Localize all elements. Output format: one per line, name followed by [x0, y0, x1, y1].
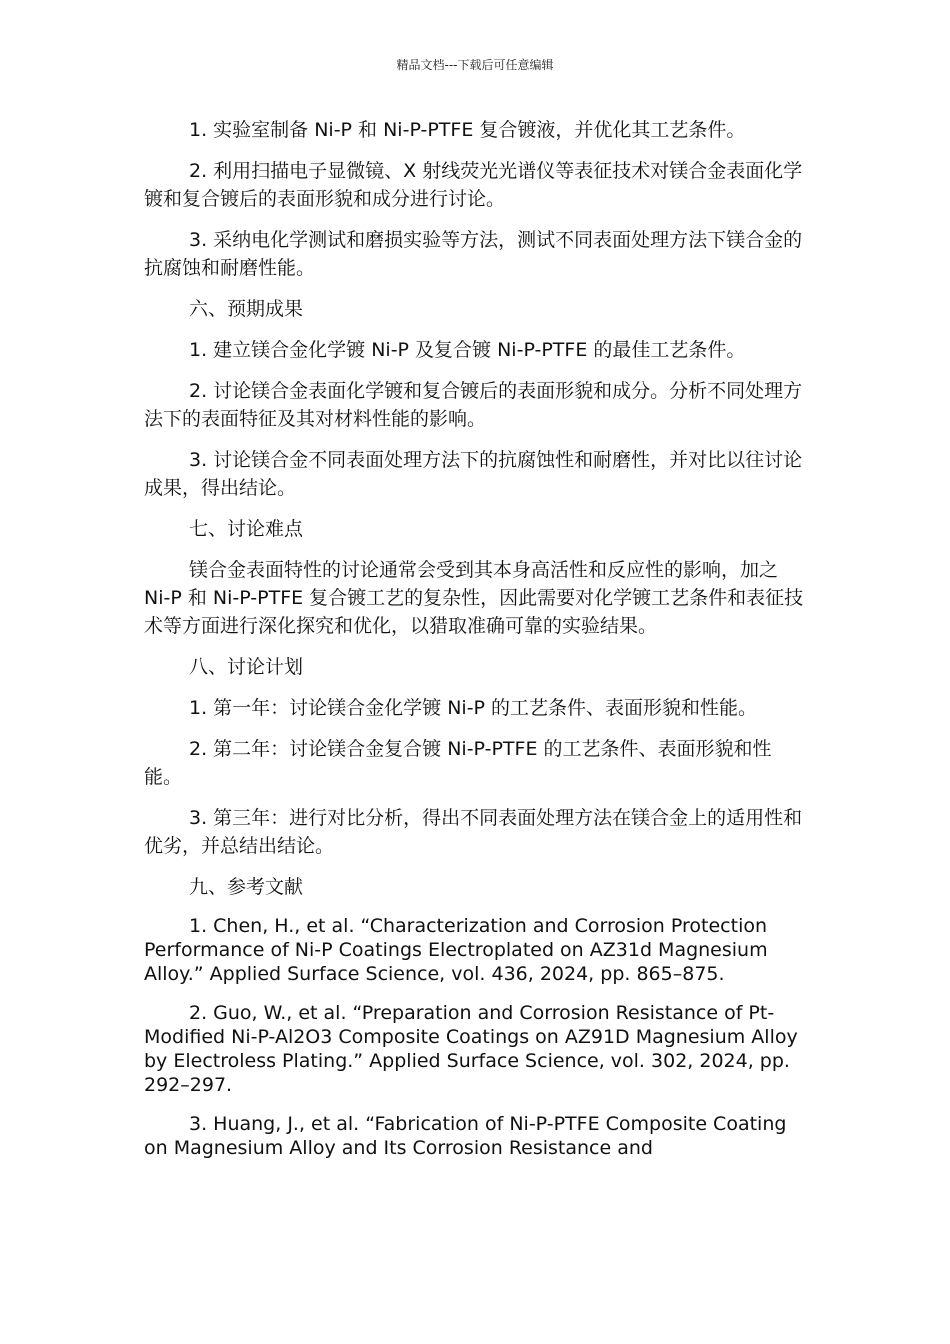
paragraph: 2. 讨论镁合金表面化学镀和复合镀后的表面形貌和成分。分析不同处理方法下的表面特征及其对材料性能的影响。: [144, 380, 803, 430]
paragraph: 2. 利用扫描电子显微镜、X 射线荧光光谱仪等表征技术对镁合金表面化学镀和复合镀后的表面形貌和成分进行讨论。: [144, 160, 803, 210]
paragraph: 1. 第一年：讨论镁合金化学镀 Ni-P 的工艺条件、表面形貌和性能。: [189, 697, 758, 719]
reference-item: 2. Guo, W., et al. “Preparation and Corrosion Resistance of Pt-Modified Ni-P-Al2O3 Composite Coatings on AZ91D Magnesium Alloy by Electroless Plating.” Applied Surface Science, vol. 302, 2024, pp. 292–297.: [144, 1002, 798, 1096]
page-header: 精品文档---下载后可任意编辑: [396, 58, 554, 72]
paragraph: 3. 采纳电化学测试和磨损实验等方法，测试不同表面处理方法下镁合金的抗腐蚀和耐磨性能。: [144, 229, 803, 279]
paragraph: 3. 第三年：进行对比分析，得出不同表面处理方法在镁合金上的适用性和优劣，并总结出结论。: [144, 807, 803, 857]
paragraph: 1. 建立镁合金化学镀 Ni-P 及复合镀 Ni-P-PTFE 的最佳工艺条件。: [189, 339, 746, 361]
paragraph: 1. 实验室制备 Ni-P 和 Ni-P-PTFE 复合镀液，并优化其工艺条件。: [189, 119, 746, 141]
paragraph: 3. 讨论镁合金不同表面处理方法下的抗腐蚀性和耐磨性，并对比以往讨论成果，得出结论。: [144, 449, 803, 499]
section-heading-expected-results: 六、预期成果: [189, 298, 304, 320]
paragraph: 镁合金表面特性的讨论通常会受到其本身高活性和反应性的影响，加之 Ni-P 和 Ni-P-PTFE 复合镀工艺的复杂性，因此需要对化学镀工艺条件和表征技术等方面进行深化探究和优化，以猎取准确可靠的实验结果。: [144, 559, 804, 637]
paragraph: 2. 第二年：讨论镁合金复合镀 Ni-P-PTFE 的工艺条件、表面形貌和性能。: [144, 738, 772, 788]
reference-item: 1. Chen, H., et al. “Characterization and Corrosion Protection Performance of Ni-P Coatings Electroplated on AZ31d Magnesium Alloy.” Applied Surface Science, vol. 436, 2024, pp. 865–875.: [144, 915, 768, 985]
section-heading-difficulties: 七、讨论难点: [189, 518, 304, 540]
reference-item: 3. Huang, J., et al. “Fabrication of Ni-P-PTFE Composite Coating on Magnesium Alloy and Its Corrosion Resistance and: [144, 1113, 787, 1159]
document-body: [144, 116, 804, 1175]
section-heading-plan: 八、讨论计划: [189, 656, 304, 678]
section-heading-references: 九、参考文献: [189, 876, 304, 898]
